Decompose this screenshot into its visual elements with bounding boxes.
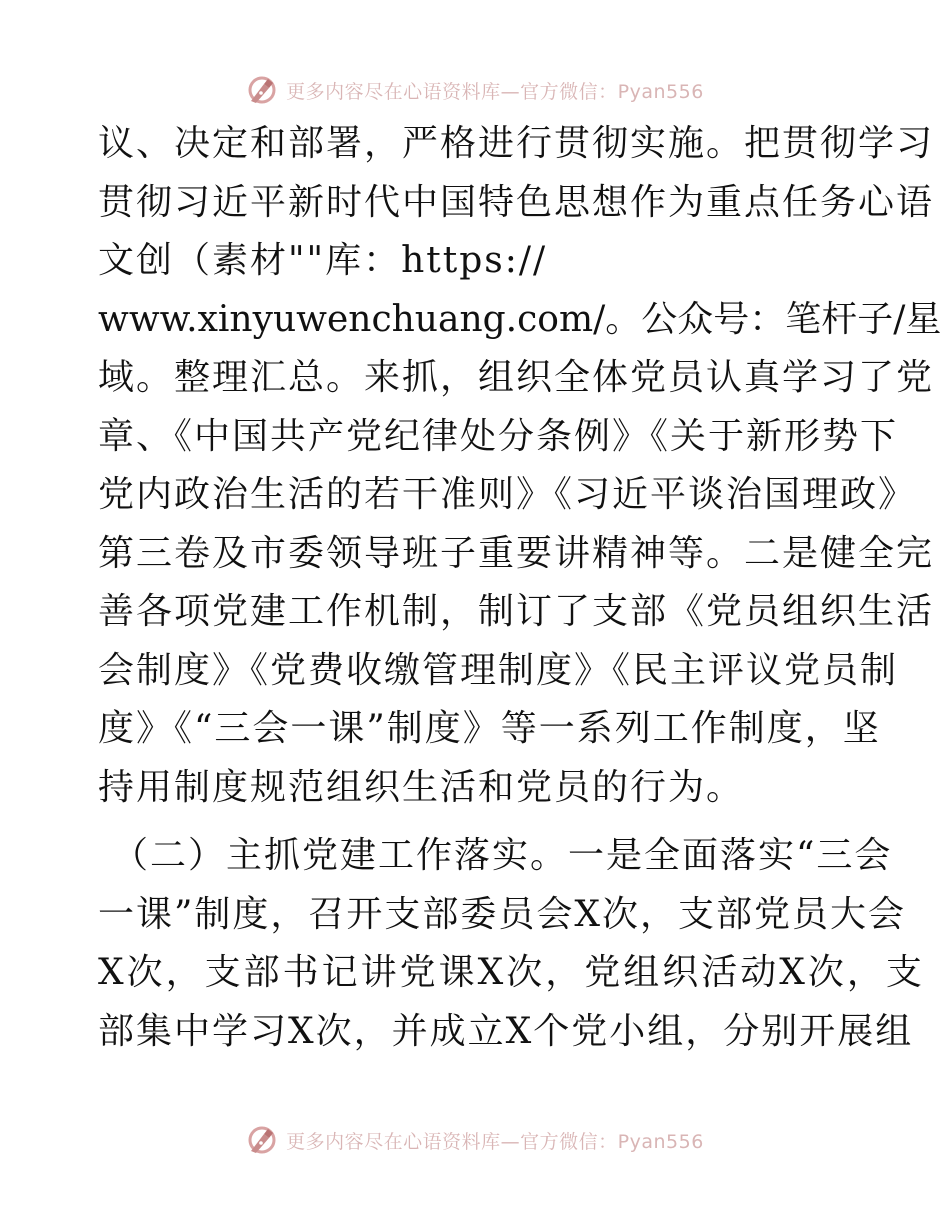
paragraph-spacer: [98, 817, 858, 827]
paragraph-2: [98, 827, 925, 1061]
footer-watermark: [0, 1120, 950, 1160]
pen-nib-icon: [246, 74, 278, 106]
text-line: X次，支部书记讲党课X次，党组织活动X次，支: [98, 952, 925, 993]
text-line: 域。整理汇总。来抓，组织全体党员认真学习了党: [98, 357, 935, 398]
header-watermark: [0, 70, 950, 110]
text-line: 贯彻习近平新时代中国特色思想作为重点任务心语: [98, 181, 935, 223]
text-line: 章、《中国共产党纪律处分条例》《关于新形势下: [98, 415, 899, 457]
header-watermark-text: 更多内容尽在心语资料库—官方微信：Pyan556: [286, 80, 704, 103]
text-line: 第三卷及市委领导班子重要讲精神等。二是健全完: [98, 532, 935, 574]
text-line-url: www.xinyuwenchuang.com/。公众号：笔杆子/星: [98, 298, 942, 340]
text-line: 度》《“三会一课”制度》等一系列工作制度，坚: [98, 708, 881, 749]
document-body: [98, 115, 942, 1061]
text-line: 善各项党建工作机制，制订了支部《党员组织生活: [98, 591, 935, 632]
text-line: 持用制度规范组织生活和党员的行为。: [98, 766, 745, 808]
text-line: 文创（素材""库：https://: [98, 240, 548, 281]
text-line: 部集中学习X次，并成立X个党小组，分别开展组: [98, 1010, 914, 1052]
paragraph-1: [98, 115, 942, 817]
text-line: 一课”制度，召开支部委员会X次，支部党员大会: [98, 893, 907, 935]
text-line: 议、决定和部署，严格进行贯彻实施。把贯彻学习: [98, 123, 935, 164]
pen-nib-icon: [246, 1124, 278, 1156]
text-line: 会制度》《党费收缴管理制度》《民主评议党员制: [98, 649, 899, 691]
text-line: （二）主抓党建工作落实。一是全面落实“三会: [112, 835, 893, 876]
text-line: 党内政治生活的若干准则》《习近平谈治国理政》: [98, 474, 917, 515]
footer-watermark-text: 更多内容尽在心语资料库—官方微信：Pyan556: [286, 1130, 704, 1153]
